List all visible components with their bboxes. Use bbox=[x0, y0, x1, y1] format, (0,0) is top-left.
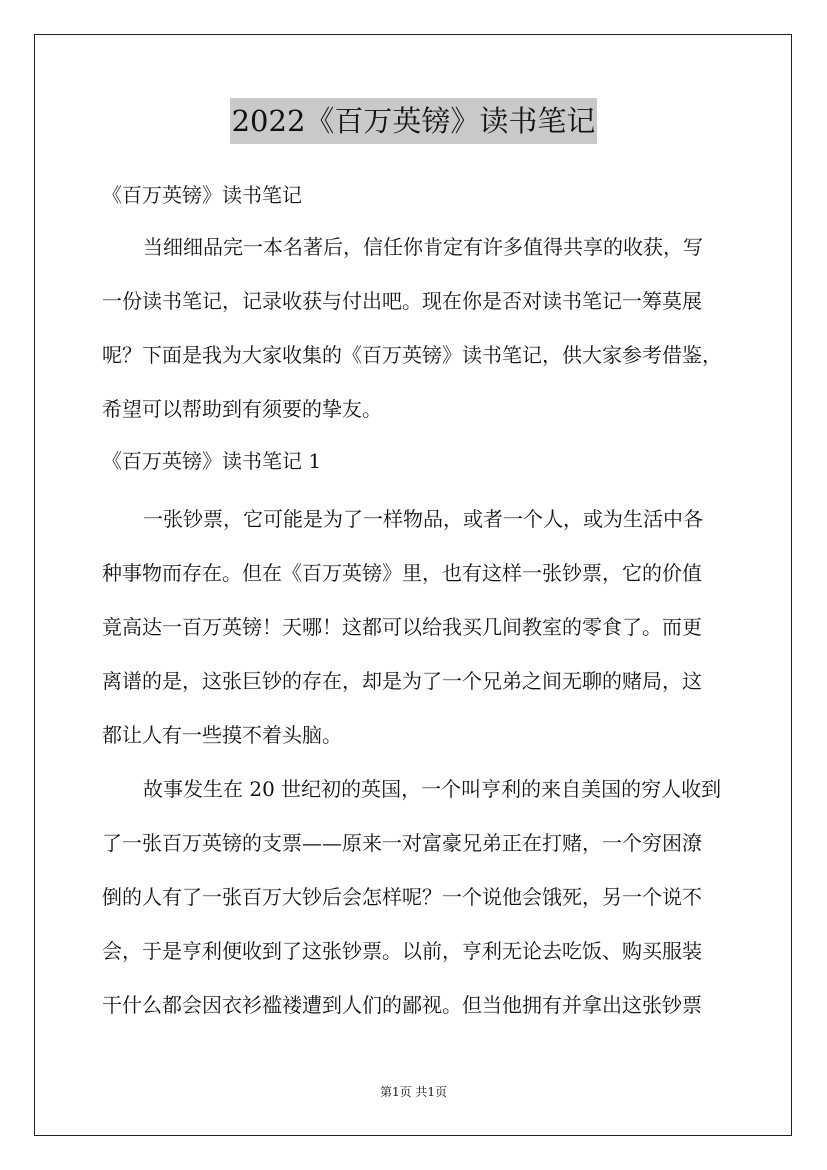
subtitle-line: 《百万英镑》读书笔记 bbox=[102, 183, 302, 207]
paragraph-line: 种事物而存在。但在《百万英镑》里，也有这样一张钞票，它的价值 bbox=[102, 561, 702, 585]
page-footer bbox=[0, 1083, 827, 1100]
paragraph-line: 都让人有一些摸不着头脑。 bbox=[102, 723, 342, 747]
paragraph-line: 会，于是亨利便收到了这张钞票。以前，亨利无论去吃饭、购买服装 bbox=[102, 939, 702, 963]
section-heading: 《百万英镑》读书笔记 1 bbox=[102, 449, 322, 473]
paragraph-line: 一份读书笔记，记录收获与付出吧。现在你是否对读书笔记一筹莫展 bbox=[102, 289, 702, 313]
paragraph-line: 倒的人有了一张百万大钞后会怎样呢？一个说他会饿死，另一个说不 bbox=[102, 885, 702, 909]
paragraph-line: 干什么都会因衣衫褴褛遭到人们的鄙视。但当他拥有并拿出这张钞票 bbox=[102, 993, 702, 1017]
paragraph-line: 竟高达一百万英镑！天哪！这都可以给我买几间教室的零食了。而更 bbox=[102, 615, 702, 639]
paragraph-line: 当细细品完一本名著后，信任你肯定有许多值得共享的收获，写 bbox=[143, 235, 703, 259]
paragraph-line: 了一张百万英镑的支票——原来一对富豪兄弟正在打赌，一个穷困潦 bbox=[102, 831, 702, 855]
document-title: 2022《百万英镑》读书笔记 bbox=[230, 98, 598, 144]
paragraph-line: 希望可以帮助到有须要的挚友。 bbox=[102, 397, 382, 421]
paragraph-line: 故事发生在 20 世纪初的英国，一个叫亨利的来自美国的穷人收到 bbox=[143, 777, 722, 801]
title-container bbox=[0, 98, 827, 144]
paragraph-line: 离谱的是，这张巨钞的存在，却是为了一个兄弟之间无聊的赌局，这 bbox=[102, 669, 702, 693]
document-body bbox=[102, 170, 737, 1032]
page-number-label: 第1页 共1页 bbox=[379, 1085, 448, 1099]
paragraph-line: 呢？下面是我为大家收集的《百万英镑》读书笔记，供大家参考借鉴， bbox=[102, 343, 722, 367]
paragraph-line: 一张钞票，它可能是为了一样物品，或者一个人，或为生活中各 bbox=[143, 507, 703, 531]
